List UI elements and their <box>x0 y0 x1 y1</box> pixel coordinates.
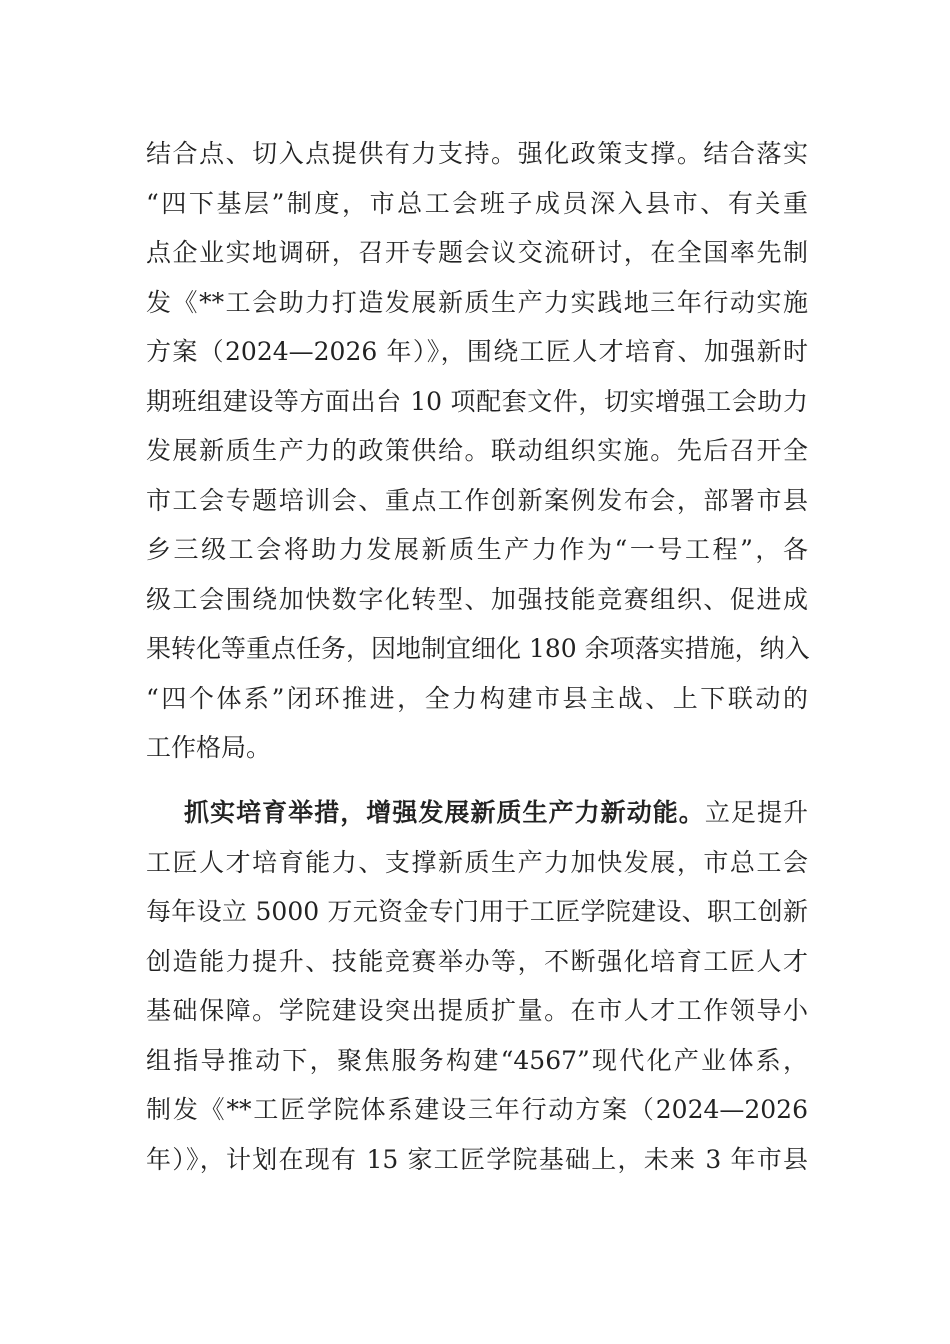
paragraph-line: 组指导推动下，聚焦服务构建“4567”现代化产业体系， <box>146 1045 808 1075</box>
paragraph-first-line <box>146 788 808 838</box>
paragraph-line: 方案（2024—2026 年）》，围绕工匠人才培育、加强新时 <box>146 337 808 366</box>
paragraph-line: “四个体系”闭环推进，全力构建市县主战、上下联动的 <box>146 683 808 713</box>
paragraph-line: 基础保障。学院建设突出提质扩量。在市人才工作领导小 <box>146 996 808 1025</box>
paragraph-first-line-text: 立足提升 <box>704 798 808 827</box>
paragraph-line: 制发《**工匠学院体系建设三年行动方案（2024—2026 <box>146 1095 808 1124</box>
paragraph-line: 结合点、切入点提供有力支持。强化政策支撑。结合落实 <box>146 139 808 168</box>
paragraph-line: 点企业实地调研，召开专题会议交流研讨，在全国率先制 <box>146 238 808 267</box>
paragraph-line: 果转化等重点任务，因地制宜细化 180 余项落实措施，纳入 <box>146 634 810 663</box>
paragraph-line: 年）》，计划在现有 15 家工匠学院基础上，未来 3 年市县 <box>146 1144 808 1174</box>
paragraph-line: 级工会围绕加快数字化转型、加强技能竞赛组织、促进成 <box>146 584 808 614</box>
paragraph-talent-cultivation <box>146 788 808 1184</box>
paragraph-line: 工匠人才培育能力、支撑新质生产力加快发展，市总工会 <box>146 847 808 877</box>
paragraph-line: 每年设立 5000 万元资金专门用于工匠学院建设、职工创新 <box>146 897 808 926</box>
paragraph-line: 期班组建设等方面出台 10 项配套文件，切实增强工会助力 <box>146 386 808 416</box>
paragraph-line: 工作格局。 <box>146 733 272 762</box>
paragraph-line: 发展新质生产力的政策供给。联动组织实施。先后召开全 <box>146 436 808 465</box>
paragraph-line: “四下基层”制度，市总工会班子成员深入县市、有关重 <box>146 188 808 218</box>
paragraph-line: 乡三级工会将助力发展新质生产力作为“一号工程”，各 <box>146 535 808 564</box>
paragraph-policy-support <box>146 129 808 773</box>
paragraph-line: 市工会专题培训会、重点工作创新案例发布会，部署市县 <box>146 485 808 515</box>
paragraph-heading: 抓实培育举措，增强发展新质生产力新动能。 <box>184 798 705 827</box>
paragraph-line: 发《**工会助力打造发展新质生产力实践地三年行动实施 <box>146 287 808 317</box>
paragraph-line: 创造能力提升、技能竞赛举办等，不断强化培育工匠人才 <box>146 946 808 976</box>
